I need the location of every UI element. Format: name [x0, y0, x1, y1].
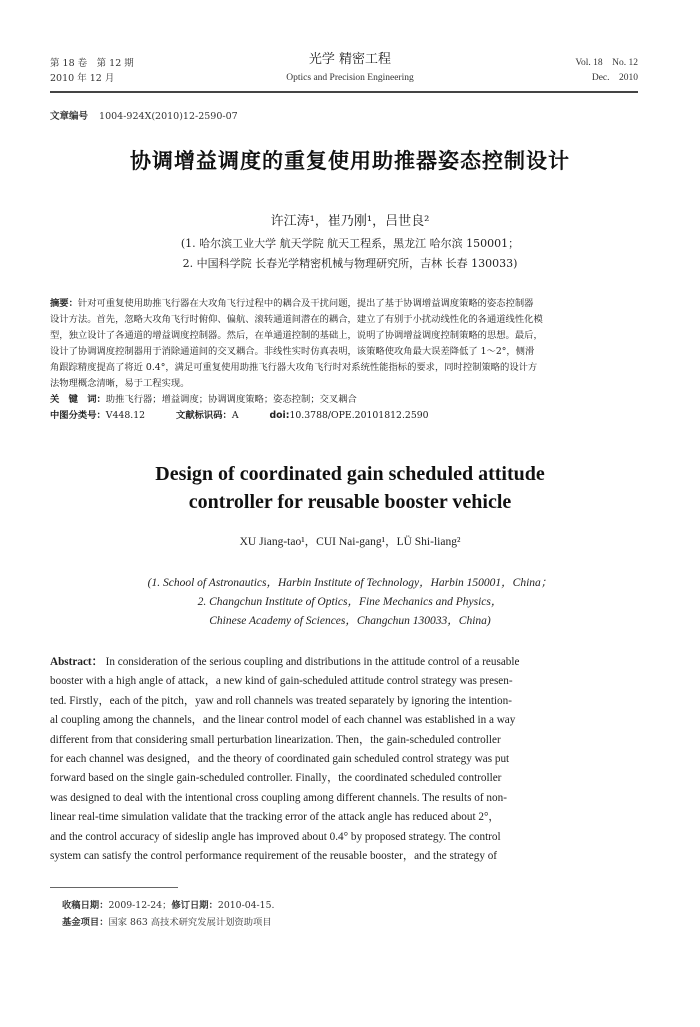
footnote-rule [50, 887, 178, 888]
abstract-cn [50, 296, 650, 424]
title-cn: 协调增益调度的重复使用助推器姿态控制设计 [130, 149, 570, 173]
abstract-en-line: system can satisfy the control performance requirement of the reusable booster，and the strategy of [50, 850, 498, 863]
affiliation-en-2: 2. Changchun Institute of Optics，Fine Mechanics and Physics， [197, 596, 503, 608]
abstract-cn-line: 设计了协调调度控制器用于消除通道间的交叉耦合。非线性实时仿真表明，该策略使攻角最大误差降低了 1～2°，侧滑 [50, 346, 535, 357]
title-en-line: Design of coordinated gain scheduled attitude [155, 463, 545, 485]
authors-en: XU Jiang-tao¹，CUI Nai-gang¹，LÜ Shi-liang² [239, 536, 461, 548]
received-label: 收稿日期： [62, 900, 109, 911]
classification-line [50, 408, 650, 424]
article-number [50, 109, 238, 124]
date-cn: 2010 年 12 月 [50, 73, 115, 84]
classification-label: 中图分类号： [50, 410, 106, 421]
doc-code-value: A [231, 410, 239, 421]
affiliation-cn-2: 2. 中国科学院 长春光学精密机械与物理研究所，吉林 长春 130033) [182, 257, 518, 270]
affiliations-en [0, 574, 700, 631]
fund-value: 国家 863 高技术研究发展计划资助项目 [108, 917, 272, 928]
received-value: 2009-12-24； [108, 900, 172, 911]
abstract-en-line: different from that considering small perturbation linearization. Then，the gain-scheduled controller [50, 733, 501, 746]
footnote-dates [62, 898, 274, 913]
affiliation-en-1: (1. School of Astronautics，Harbin Institute of Technology，Harbin 150001，China； [147, 577, 553, 589]
affiliations-cn [0, 234, 700, 274]
doc-code-label: 文献标识码： [176, 410, 232, 421]
abstract-cn-label: 摘要： [50, 298, 78, 309]
revised-value: 2010-04-15. [217, 900, 275, 911]
revised-label: 修订日期： [171, 900, 218, 911]
volume-issue-cn: 第 18 卷 第 12 期 [50, 58, 134, 69]
volume-issue-en: Vol. 18 No. 12 [575, 58, 638, 68]
abstract-en-line: al coupling among the channels，and the linear control model of each channel was established in a way [50, 714, 516, 727]
abstract-en-line: for each channel was designed，and the theory of coordinated gain scheduled control strategy was put [50, 753, 510, 766]
keywords-cn [50, 392, 650, 408]
abstract-cn-line: 设计方法。首先，忽略大攻角飞行时俯仰、偏航、滚转通道间潜在的耦合，建立了有别于小扰动线性化的各通道线性化模 [50, 314, 543, 325]
doi-value: 10.3788/OPE.20101812.2590 [289, 410, 429, 421]
journal-title-cn: 光学 精密工程 [308, 52, 392, 67]
footnote-fund [62, 915, 272, 930]
authors-cn: 许江涛¹，崔乃刚¹，吕世良² [270, 214, 430, 229]
article-number-value: 1004-924X(2010)12-2590-07 [99, 111, 238, 122]
title-en-line: controller for reusable booster vehicle [188, 491, 512, 513]
abstract-en-line: and the control accuracy of sideslip angle has improved about 0.4° by proposed strategy. The control [50, 830, 501, 843]
date-en: Dec. 2010 [591, 73, 638, 83]
abstract-en-line: booster with a high angle of attack，a new kind of gain-scheduled attitude control strategy was presen- [50, 675, 513, 688]
abstract-en-line: forward based on the single gain-scheduled controller. Finally，the coordinated scheduled controller [50, 772, 502, 785]
abstract-en-line: ted. Firstly，each of the pitch，yaw and roll channels was treated separately by ignoring the intention- [50, 694, 512, 707]
abstract-en-line: was designed to deal with the intentional cross coupling among different channels. The results of non- [50, 791, 507, 804]
abstract-en [50, 653, 640, 866]
abstract-cn-line: 法物理概念清晰，易于工程实现。 [50, 378, 190, 389]
title-en [0, 460, 700, 516]
journal-title-en: Optics and Precision Engineering [286, 73, 414, 83]
affiliation-en-3: Chinese Academy of Sciences，Changchun 130033，China) [209, 615, 491, 627]
abstract-en-line: In consideration of the serious coupling and distributions in the attitude control of a reusable [105, 656, 520, 668]
abstract-cn-line: 型，独立设计了各通道的增益调度控制器。然后，在单通道控制的基础上，说明了协调增益调度控制策略的思想。最后， [50, 330, 543, 341]
affiliation-cn-1: (1. 哈尔滨工业大学 航天学院 航天工程系，黑龙江 哈尔滨 150001； [180, 237, 520, 250]
fund-label: 基金项目： [62, 917, 109, 928]
article-number-label: 文章编号 [50, 111, 89, 122]
abstract-cn-line: 角跟踪精度提高了将近 0.4°，满足可重复使用助推飞行器大攻角飞行时对系统性能指标的要求，同时控制策略的设计方 [50, 362, 538, 373]
doi-label: doi: [269, 410, 290, 421]
abstract-en-label: Abstract： [50, 656, 103, 668]
classification-value: V448.12 [105, 410, 146, 421]
abstract-en-line: linear real-time simulation validate that the tracking error of the attack angle has reduced about 2°， [50, 811, 500, 824]
keywords-cn-value: 助推飞行器；增益调度；协调调度策略；姿态控制；交叉耦合 [105, 394, 357, 405]
header-rule [50, 91, 638, 93]
keywords-cn-label: 关 键 词： [50, 394, 106, 405]
abstract-cn-line: 针对可重复使用助推飞行器在大攻角飞行过程中的耦合及干扰问题，提出了基于协调增益调度策略的姿态控制器 [77, 298, 534, 309]
